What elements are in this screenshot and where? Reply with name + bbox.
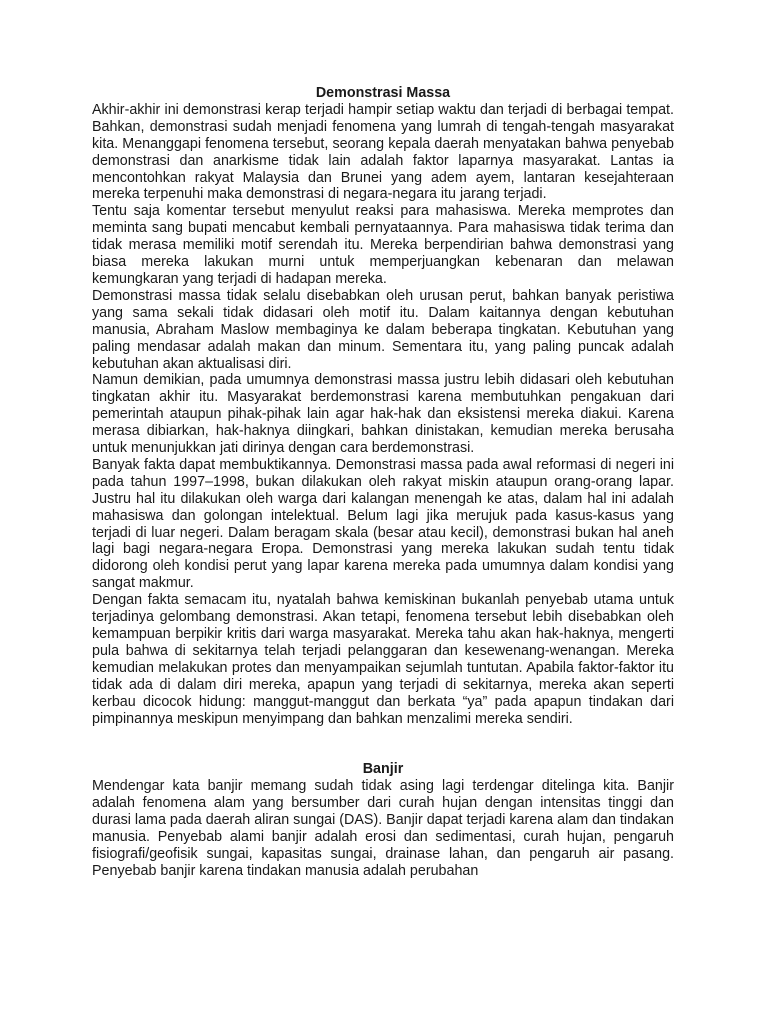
paragraph: Demonstrasi massa tidak selalu disebabkan oleh urusan perut, bahkan banyak peristiwa yang sama sekali tidak didasari oleh motif itu. Dalam kaitannya dengan kebutuhan manusia, Abraham Maslow membaginya ke dalam beberapa tingkatan. Kebutuhan yang paling mendasar adalah makan dan minum. Sementara itu, yang paling puncak adalah kebutuhan akan aktualisasi diri.: [92, 287, 674, 372]
paragraph: Dengan fakta semacam itu, nyatalah bahwa kemiskinan bukanlah penyebab utama untuk terjadinya gelombang demonstrasi. Akan tetapi, fenomena tersebut lebih disebabkan oleh kemampuan berpikir kritis dari warga masyarakat. Mereka tahu akan hak-haknya, mengerti pula bahwa di sekitarnya telah terjadi pelanggaran dan kesewenang-wenangan. Mereka kemudian melakukan protes dan menyampaikan sejumlah tuntutan. Apabila faktor-faktor itu tidak ada di dalam diri mereka, apapun yang terjadi di sekitarnya, mereka akan seperti kerbau dicocok hidung: manggut-manggut dan berkata “ya” pada apapun tindakan dari pimpinannya meskipun menyimpang dan bahkan menzalimi mereka sendiri.: [92, 592, 674, 727]
paragraph: Akhir-akhir ini demonstrasi kerap terjadi hampir setiap waktu dan terjadi di berbagai tempat. Bahkan, demonstrasi sudah menjadi fenomena yang lumrah di tengah-tengah masyarakat kita. Menanggapi fenomena tersebut, seorang kepala daerah menyatakan bahwa penyebab demonstrasi dan anarkisme tidak lain adalah faktor laparnya masyarakat. Lantas ia mencontohkan rakyat Malaysia dan Brunei yang adem ayem, lantaran kesejahteraan mereka terpenuhi maka demonstrasi di negara-negara itu jarang terjadi.: [92, 101, 674, 203]
paragraph: Banyak fakta dapat membuktikannya. Demonstrasi massa pada awal reformasi di negeri ini pada tahun 1997–1998, bukan dilakukan oleh rakyat miskin ataupun orang-orang lapar. Justru hal itu dilakukan oleh warga dari kalangan menengah ke atas, dalam hal ini adalah mahasiswa dan golongan intelektual. Belum lagi jika merujuk pada kasus-kasus yang terjadi di luar negeri. Dalam beragam skala (besar atau kecil), demonstrasi bukan hal aneh lagi bagi negara-negara Eropa. Demonstrasi yang mereka lakukan sudah tentu tidak didorong oleh kondisi perut yang lapar karena mereka pada umumnya dalam kondisi yang sangat makmur.: [92, 456, 674, 592]
paragraph: Mendengar kata banjir memang sudah tidak asing lagi terdengar ditelinga kita. Banjir adalah fenomena alam yang bersumber dari curah hujan dengan intensitas tinggi dan durasi lama pada daerah aliran sungai (DAS). Banjir dapat terjadi karena alam dan tindakan manusia. Penyebab alami banjir adalah erosi dan sedimentasi, curah hujan, pengaruh fisiografi/geofisik sungai, kapasitas sungai, drainase lahan, dan pengaruh air pasang. Penyebab banjir karena tindakan manusia adalah perubahan: [92, 778, 674, 879]
paragraph: Tentu saja komentar tersebut menyulut reaksi para mahasiswa. Mereka memprotes dan meminta sang bupati mencabut kembali pernyataannya. Para mahasiswa tidak terima dan tidak merasa memiliki motif serendah itu. Mereka berpendirian bahwa demonstrasi yang biasa mereka lakukan murni untuk memperjuangkan kebenaran dan melawan kemungkaran yang terjadi di hadapan mereka.: [92, 203, 674, 287]
paragraph: Namun demikian, pada umumnya demonstrasi massa justru lebih didasari oleh kebutuhan tingkatan akhir itu. Masyarakat berdemonstrasi karena membutuhkan pengakuan dari pemerintah ataupun pihak-pihak lain agar hak-hak dan eksistensi mereka diakui. Karena merasa dibiarkan, hak-haknya diingkari, bahkan dinistakan, kemudian mereka berusaha untuk menunjukkan jati dirinya dengan cara berdemonstrasi.: [92, 372, 674, 457]
text-column: [92, 85, 674, 880]
section-title: Demonstrasi Massa: [315, 85, 451, 101]
section-spacer: [92, 727, 674, 761]
section-title: Banjir: [362, 761, 404, 778]
